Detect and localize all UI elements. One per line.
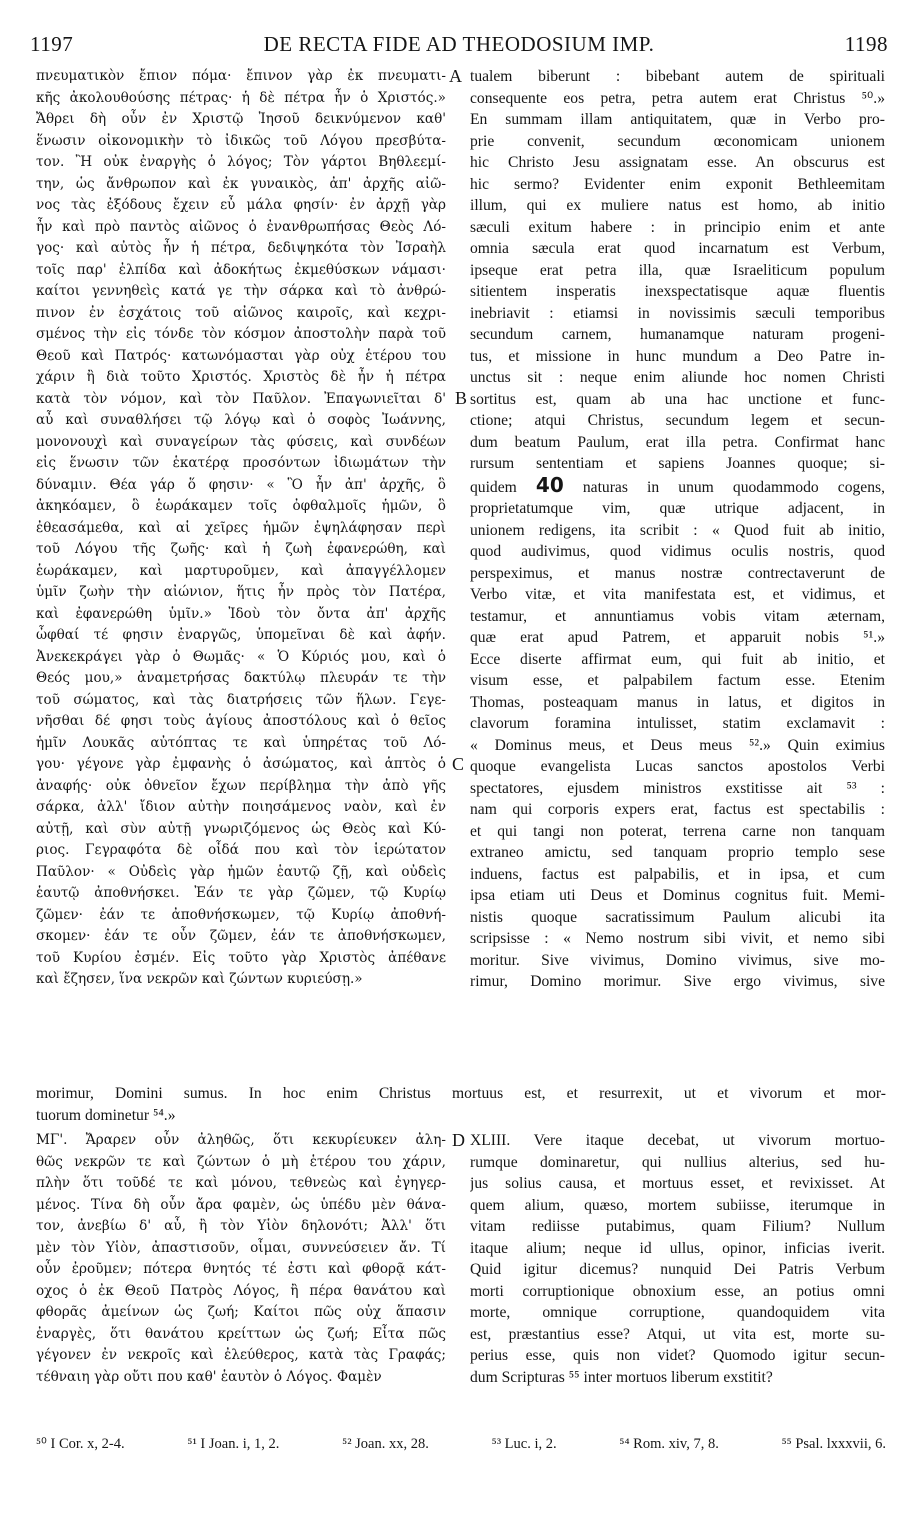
greek-column-bottom — [36, 1130, 446, 1388]
greek-text-line: ζῶμεν· ἐάν τε ἀποθνήσκωμεν, τῷ Κυρίῳ ἀποθνή- — [36, 906, 446, 923]
latin-text-line: vitam rediisse putabimus, quam Filium? Nullum — [470, 1218, 885, 1235]
latin-text-line: rursum sententiam et sapiens Joannes quoque; si- — [470, 455, 885, 472]
running-title: DE RECTA FIDE AD THEODOSIUM IMP. — [263, 32, 655, 56]
latin-text-line: proprietatumque vim, quæ utrique adjacent, in — [470, 500, 885, 517]
greek-text-line: τον, ἀνεβίω δ' αὖ, ἢ τὸν Υἱὸν δηλονότι; Ἀλλ' ὅτι — [36, 1218, 446, 1234]
greek-text-line: νῆσθαι δέ φησι τοὺς ἁγίους ἀποστόλους καὶ ὁ θεῖος — [36, 713, 446, 729]
greek-text-line: ἦν καὶ πρὸ παντὸς αἰῶνος ὁ ἐνανθρωπήσας Θεὸς Λό- — [36, 218, 446, 235]
latin-text-line: secundum carnem, humanamque naturam progeni- — [470, 326, 885, 343]
latin-text-line: unctus sit : neque enim aliunde hoc nomen Christi — [470, 369, 885, 386]
latin-full-width-lines — [36, 1083, 886, 1126]
greek-text-line: κῆς ἀκολουθούσης πέτρας· ἡ δὲ πέτρα ἦν ὁ Χριστός.» — [36, 89, 446, 106]
latin-text-line: Ecce diserte affirmat eum, qui fuit ab initio, et — [470, 650, 885, 668]
latin-text-line: hic sermo? Evidenter enim exponit Bethleemitam — [470, 175, 885, 193]
latin-text-line: nam qui corporis expers erat, factus est spectabilis : — [470, 801, 885, 818]
greek-text-line: ὑμῖν ζωὴν τὴν αἰώνιον, ἥτις ἦν πρὸς τὸν Πατέρα, — [36, 584, 446, 600]
greek-text-line: μὲν τὸν Υἱὸν, ἀπαστισοῦν, οἶμαι, συννεύσειεν ἄν. Τί — [36, 1239, 446, 1256]
latin-text-line: ctione; atqui Christus, secundum legem et secun- — [470, 412, 885, 429]
latin-text-line: consequente eos petra, petra autem erat Christus ⁵⁰.» — [470, 89, 885, 107]
page-number-right: 1198 — [844, 32, 888, 56]
greek-text-line: ἐναργὲς, ὅτι θανάτου κρείττων ὡς ζωή; Εἶτα πῶς — [36, 1325, 446, 1342]
latin-text-line: unionem redigens, ita scribit : « Quod fuit ab initio, — [470, 521, 885, 539]
greek-text-line: σμένος τὴν εἰς τόνδε τὸν κόσμον ἀποστολὴν παρὰ τοῦ — [36, 326, 446, 342]
greek-text-line: καὶ ἐφανερώθη ὑμῖν.» Ἰδοὺ τὸν ὄντα ἀπ' ἀρχῆς — [36, 605, 446, 622]
latin-text-line: visum esse, et palpabilem factum esse. Etenim — [470, 672, 885, 689]
greek-text-line: πνευματικὸν ἔπιον πόμα· ἔπινον γὰρ ἐκ πνευματι- — [36, 68, 446, 84]
latin-text-line: En summam illam antiquitatem, quæ in Verbo pro- — [470, 111, 885, 128]
greek-column-top — [36, 66, 446, 991]
latin-text-line: scripsisse : « Nemo nostrum sibi vivit, et nemo sibi — [470, 930, 885, 947]
latin-text-line: rumque dominaretur, qui nullius alterius, sed hu- — [470, 1153, 885, 1171]
latin-text-line: Thomas, posteaquam manus in latus, et digitos in — [470, 693, 885, 711]
greek-text-line: καίτοι γεννηθεὶς κατά γε τὴν σάρκα καὶ τὸ ἀνθρώ- — [36, 283, 446, 299]
greek-text-line: κατὰ τὸν νόμον, καὶ τὸν Παῦλον. Ἐπαγωνιεῖται δ' — [36, 390, 446, 407]
greek-text-line: χάριν ἢ διὰ τοῦτο Χριστός. Χριστὸς δὲ ἦν ἡ πέτρα — [36, 369, 446, 385]
latin-text-line: quem alium, quæso, mortem subiisse, iterumque in — [470, 1196, 885, 1214]
latin-text-line: quæ erat apud Patrem, et apparuit nobis ⁵¹.» — [470, 629, 885, 646]
section-marker-c: C — [452, 754, 465, 774]
footnote: ⁵² Joan. xx, 28. — [342, 1436, 429, 1452]
greek-text-line: νος τὰς ἐξόδους ἔχειν εὖ μάλα φησίν· ἐν ἀρχῇ γὰρ — [36, 197, 446, 213]
greek-text-line: Ἀνεκεκράγει γὰρ ὁ Θωμᾶς· « Ὁ Κύριός μου, καὶ ὁ — [36, 648, 446, 665]
latin-text-line: dum beatum Paulum, erat illa petra. Confirmat hanc — [470, 433, 885, 451]
footnotes — [36, 1436, 886, 1453]
latin-text-line: perspeximus, et manus nostræ contrectaverunt de — [470, 564, 885, 582]
latin-text-line: ipsa etiam uti Deus et Dominus cognitus fuit. Memi- — [470, 887, 885, 904]
greek-text-line: εἰς ἕνωσιν τῶν ἑκατέρᾳ προσόντων ἰδιωμάτων τὴν — [36, 455, 446, 471]
latin-text-line: « Dominus meus, et Deus meus ⁵².» Quin eximius — [470, 736, 885, 754]
latin-text-line: illum, qui ex muliere natus est homo, ab initio — [470, 197, 885, 214]
greek-text-line: αὖ καὶ συναθλήσει τῷ λόγῳ καὶ ὁ σοφὸς Ἰωάννης, — [36, 412, 446, 428]
greek-text-line: τοῦ Κυρίου ἐσμέν. Εἰς τοῦτο γὰρ Χριστὸς ἀπέθανε — [36, 949, 446, 966]
greek-text-line: φθορᾶς ἀμείνων ὡς ζωή; Καίτοι πῶς οὐχ ἅπασιν — [36, 1304, 446, 1320]
latin-text-line: extraneo amictu, sed tanquam proprio templo sese — [470, 844, 885, 861]
latin-text-line: hic Christo Jesu assignatam esse. An obscurus est — [470, 154, 885, 171]
latin-column-bottom — [470, 1130, 885, 1388]
latin-text-line: rimur, Domino morimur. Sive ergo vivimus, sive — [470, 973, 885, 990]
latin-text-line: tualem biberunt : bibebant autem de spirituali — [470, 68, 885, 85]
greek-text-line: πλὴν ὅτι τοῦδέ τε καὶ μόνου, τεθνεὼς καὶ ἐγηγερ- — [36, 1175, 446, 1191]
latin-text-line: sitientem insperatis inexspectatisque aquæ fluentis — [470, 283, 885, 300]
greek-text-line: μένος. Τίνα δὴ οὖν ἄρα φαμὲν, ὡς ὑπέδυ μὲν θάνα- — [36, 1196, 446, 1213]
greek-text-line: ἀκηκόαμεν, ὃ ἑωράκαμεν τοῖς ὀφθαλμοῖς ἡμῶν, ὃ — [36, 498, 446, 514]
latin-text-line: tuorum dominetur ⁵⁴.» — [36, 1106, 176, 1124]
latin-text-line: induens, factus est palpabilis, et in ipsa, et cum — [470, 865, 885, 883]
greek-text-line: Θεός μου,» ἀναμετρήσας δακτύλῳ πλευράν τε τὴν — [36, 670, 446, 686]
greek-text-line: γου· γέγονε γὰρ ἐμφανὴς ὁ ἀσώματος, καὶ ἁπτὸς ὁ — [36, 756, 446, 772]
latin-text-line: est, præstantius esse? Atqui, ut vita est, morte su- — [470, 1325, 885, 1343]
greek-text-line: αὐτῇ, καὶ σὺν αὐτῇ γνωριζόμενος ὡς Θεὸς καὶ Κύ- — [36, 820, 446, 837]
latin-text-line: jus solius causa, et mortuus esset, et revixisset. At — [470, 1175, 885, 1192]
section-marker-a: A — [449, 66, 462, 86]
greek-text-line: γέγονεν ἐν νεκροῖς καὶ ἐλεύθερος, κατὰ τὰς Γραφάς; — [36, 1347, 446, 1363]
column-number: 40 — [535, 474, 564, 497]
latin-text-line: morti corruptionique obnoxium esse, an potius omni — [470, 1282, 885, 1300]
latin-text-line: quoque evangelista Lucas sanctos apostolos Verbi — [470, 758, 885, 775]
latin-text-line: inebriavit : etiamsi in novissimis sæculi temporibus — [470, 304, 885, 322]
latin-text-line: dum Scripturas ⁵⁵ inter mortuos liberum exstitit? — [470, 1368, 773, 1386]
greek-text-line: ἐθεασάμεθα, καὶ αἱ χεῖρες ἡμῶν ἐψηλάφησαν περὶ — [36, 519, 446, 536]
greek-text-line: ἑωράκαμεν, καὶ μαρτυροῦμεν, καὶ ἀπαγγέλλομεν — [36, 562, 446, 579]
greek-text-line: ΜΓ'. Ἄραρεν οὖν ἀληθῶς, ὅτι κεκυρίευκεν ἀλη- — [36, 1132, 446, 1148]
greek-text-line: οὖν ἐροῦμεν; πότερα θνητός τέ ἐστι καὶ φθορᾷ κάτ- — [36, 1261, 446, 1277]
greek-text-line: ἕνωσιν οἰκονομικὴν τὸ ἰδικῶς τοῦ Λόγου πρεσβύτα- — [36, 132, 446, 149]
latin-text-line: spectatores, ejusdem ministros exstitisse ait ⁵³ : — [470, 779, 885, 797]
latin-text-line: sortitus est, quam ab una hac unctione et func- — [470, 390, 885, 408]
greek-text-line: θῶς νεκρῶν τε καὶ ζώντων ὁ μὴ ἑτέρου του χάριν, — [36, 1153, 446, 1170]
latin-text-line: testamur, et annuntiamus vobis vitam æternam, — [470, 607, 885, 625]
greek-text-line: καὶ ἔζησεν, ἵνα νεκρῶν καὶ ζώντων κυριεύσῃ.» — [36, 971, 363, 987]
latin-text-line: clavorum foramina intulisset, statim exclamavit : — [470, 715, 885, 732]
latin-text-line: nistis quoque sacratissimum Paulum alicubi ita — [470, 908, 885, 926]
greek-text-line: ἑαυτῷ ἀποθνήσκει. Ἐάν τε γὰρ ζῶμεν, τῷ Κυρίῳ — [36, 885, 446, 901]
latin-text-line: tus, et missione in hunc mundum a Deo Patre in- — [470, 347, 885, 365]
footnote: ⁵⁰ I Cor. x, 2-4. — [36, 1436, 125, 1452]
greek-text-line: την, ὡς ἄνθρωπον καὶ ἐκ γυναικὸς, ἀπ' ἀρχῆς αἰῶ- — [36, 175, 446, 192]
greek-text-line: τέθναιη γὰρ οὔτι που καθ' ἑαυτὸν ὁ Λόγος. Φαμὲν — [36, 1368, 382, 1385]
greek-text-line: τοῦ σώματος, καὶ τὰς διατρήσεις τῶν ἥλων. Γεγε- — [36, 691, 446, 708]
latin-text-line: Quid igitur dicemus? nunquid Dei Patris Verbum — [470, 1261, 885, 1278]
greek-text-line: Παῦλον· « Οὐδεὶς γὰρ ἡμῶν ἑαυτῷ ζῇ, καὶ οὐδεὶς — [36, 863, 446, 880]
section-marker-d: D — [452, 1130, 465, 1150]
running-header — [30, 32, 888, 62]
greek-text-line: σκομεν· ἐάν τε οὖν ζῶμεν, ἐάν τε ἀποθνήσκωμεν, — [36, 928, 446, 944]
latin-text-line: XLIII. Vere itaque decebat, ut vivorum mortuo- — [470, 1132, 885, 1149]
footnote: ⁵⁴ Rom. xiv, 7, 8. — [619, 1436, 719, 1452]
greek-text-line: ἀναφής· οὐκ ὀθνεῖον ἔχων περίβλημα τὴν ἀπὸ γῆς — [36, 777, 446, 794]
greek-text-line: γος· καὶ αὐτὸς ἦν ἡ πέτρα, δεδιψηκότα τὸν Ἰσραὴλ — [36, 240, 446, 256]
greek-text-line: πινον ἐν ἐσχάτοις τοῦ αἰῶνος καιροῖς, καὶ κεχρι- — [36, 304, 446, 321]
latin-text-line: moritur. Sive vivimus, Domino vivimus, sive mo- — [470, 951, 885, 969]
greek-text-line: ἡμῖν Λουκᾶς αὐτόπτας τε καὶ ὑπηρέτας τοῦ Λό- — [36, 734, 446, 751]
greek-text-line: ὦφθαί τέ φησιν ἐναργῶς, ὑπομεῖναι δὲ καὶ ἀφήν. — [36, 627, 446, 643]
latin-text-line: ipseque erat petra illa, quæ Israeliticum populum — [470, 261, 885, 279]
latin-text-line: et qui tangi non poterat, terrena carne non tanquam — [470, 822, 885, 840]
latin-text-line: morimur, Domini sumus. In hoc enim Christus mortuus est, et resurrexit, ut et vivorum et mor- — [36, 1085, 886, 1102]
greek-text-line: Θεοῦ καὶ Πατρός· κατωνόμασται γὰρ οὐχ ἑτέρου του — [36, 347, 446, 364]
greek-text-line: δύναμιν. Θέα γάρ ὅ φησιν· « Ὃ ἦν ἀπ' ἀρχῆς, ὃ — [36, 476, 446, 493]
section-marker-b: B — [455, 388, 468, 408]
greek-text-line: μονονουχὶ καὶ συναγείρων τὰς φύσεις, καὶ συνδέων — [36, 433, 446, 450]
latin-text-line: quod audivimus, quod vidimus oculis nostris, quod — [470, 543, 885, 560]
latin-text-line: prie convenit, secundum œconomicam unionem — [470, 132, 885, 150]
footnote: ⁵³ Luc. i, 2. — [491, 1436, 557, 1452]
greek-text-line: Ἄθρει δὴ οὖν ἐν Χριστῷ Ἰησοῦ δεικνύμενον καθ' — [36, 111, 446, 127]
latin-text-fragment: naturas in unum quodammodo cogens, — [563, 478, 885, 496]
greek-text-line: τον. Ἢ οὐκ ἐναργὴς ὁ λόγος; Τὸν γάρτοι Βηθλεεμί- — [36, 154, 446, 170]
latin-text-fragment: quidem — [470, 478, 536, 496]
latin-text-line: perius esse, quis non videt? Quomodo igitur secun- — [470, 1347, 885, 1364]
greek-text-line: τοῖς παρ' ἐλπίδα καὶ ἀδοκήτως ἐκμεθύσκων νάμασι· — [36, 261, 446, 278]
greek-text-line: σάρκα, ἀλλ' ἴδιον αὐτὴν ποιησάμενος ναὸν, καὶ ἐν — [36, 799, 446, 815]
page-number-left: 1197 — [30, 32, 74, 56]
footnote: ⁵⁵ Psal. lxxxvii, 6. — [781, 1436, 886, 1452]
greek-text-line: οχος ὁ ἐκ Θεοῦ Πατρὸς Λόγος, ἢ πέρα θανάτου καὶ — [36, 1282, 446, 1299]
greek-text-line: τοῦ Λόγου τῆς ζωῆς· καὶ ἡ ζωὴ ἐφανερώθη, καὶ — [36, 541, 446, 557]
latin-text-line: sæculi exitum habere : in principio enim et ante — [470, 218, 885, 236]
footnote: ⁵¹ I Joan. i, 1, 2. — [187, 1436, 280, 1452]
greek-text-line: ριος. Γεγραφότα δὲ οἶδά που καὶ τὸν ἱερώτατον — [36, 842, 446, 858]
latin-text-line: morte, omnique corruptione, quandoquidem vita — [470, 1304, 885, 1321]
latin-text-line: omnia sæcula erat quod incarnatum est Verbum, — [470, 240, 885, 257]
latin-text-line — [470, 475, 885, 499]
latin-text-line: Verbo vitæ, et vita manifestata est, et vidimus, et — [470, 586, 885, 603]
latin-column-top — [470, 66, 885, 993]
latin-text-line: itaque alium; neque id ullus, opinor, inficias iverit. — [470, 1239, 885, 1257]
